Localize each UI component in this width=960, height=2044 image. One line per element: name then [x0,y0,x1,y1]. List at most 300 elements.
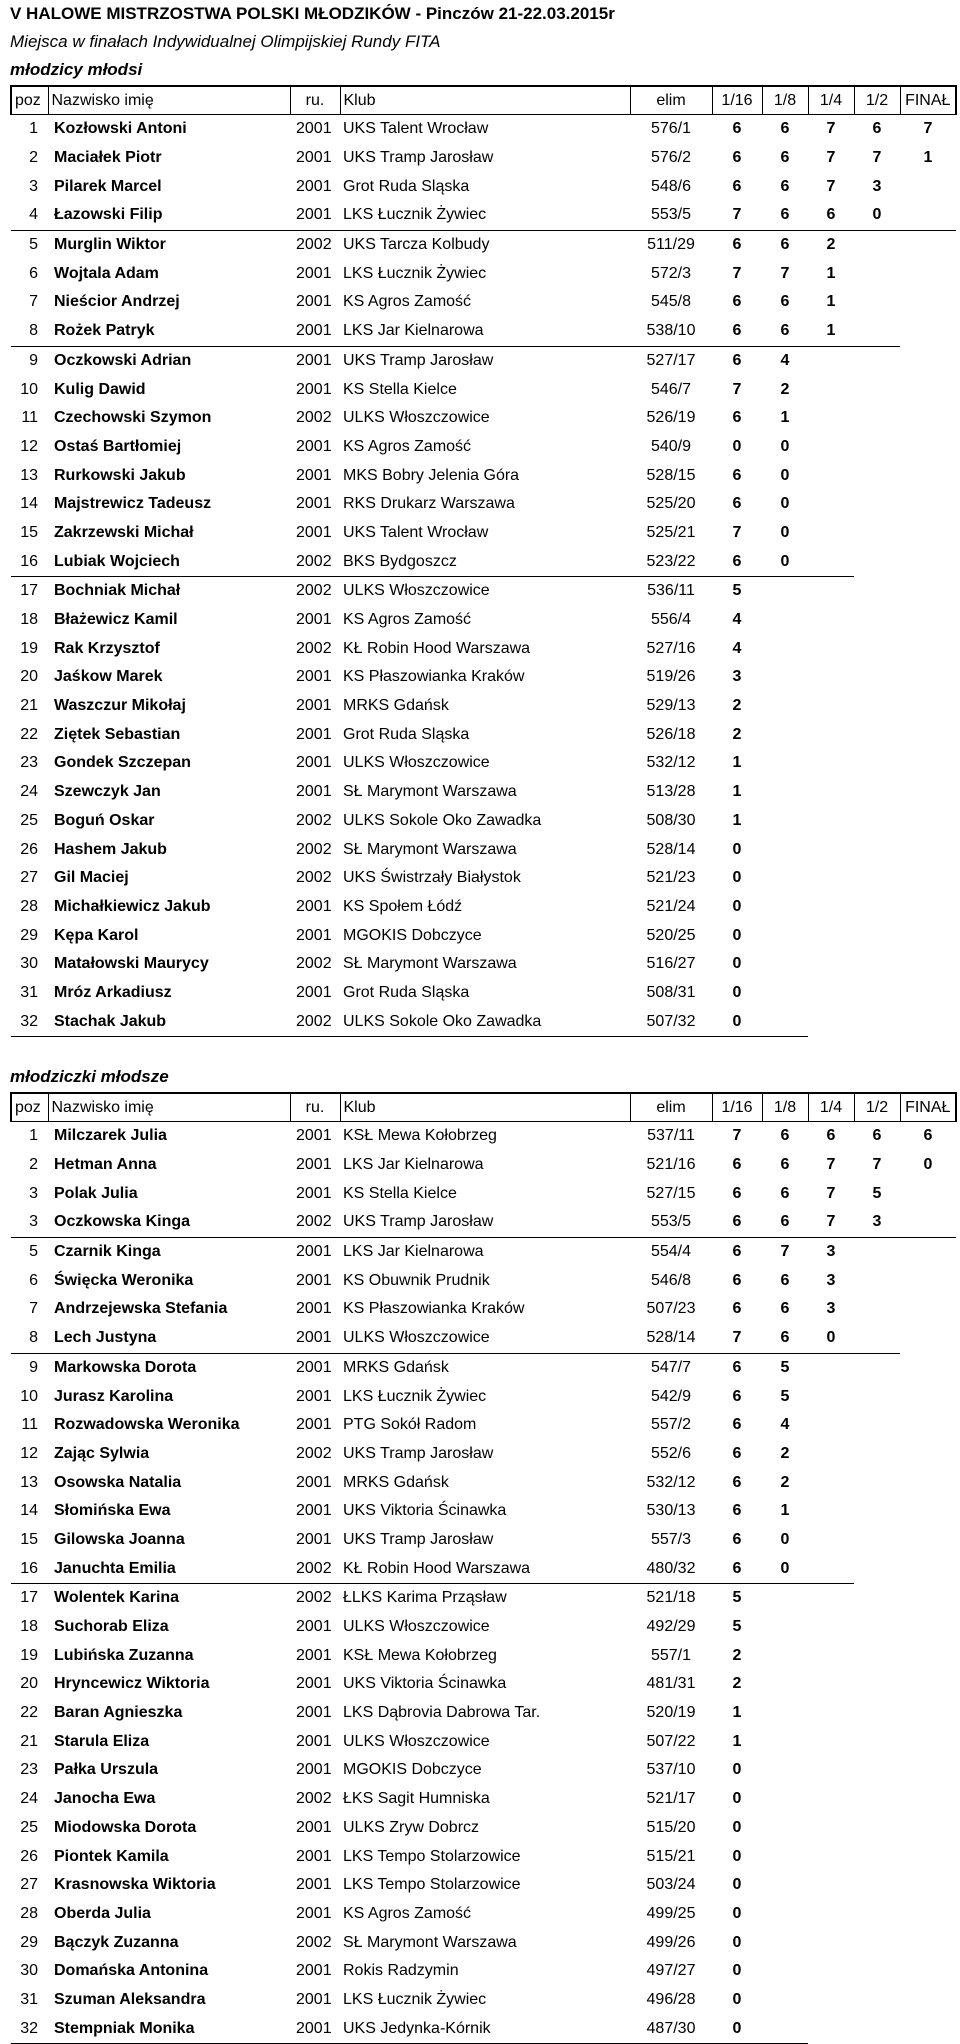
cell-birth-year: 2001 [296,611,332,629]
cell-birth-year: 2001 [296,1127,332,1145]
cell-elim: 546/7 [650,380,692,398]
cell-club: UKS Tramp Jarosław [340,1208,630,1237]
cell-r4 [808,1468,854,1497]
table-row [11,1382,956,1411]
cell-elim: 527/15 [646,1184,696,1202]
cell-r8: 6 [762,1208,808,1237]
category-title-boys: młodzicy młodsi [10,60,143,79]
results-table-boys [10,85,957,1037]
cell-r2 [854,1353,900,1382]
cell-r4: 7 [826,177,836,195]
cell-final [900,979,956,1008]
cell-poz: 26 [20,1847,38,1865]
cell-name: Matałowski Maurycy [54,955,209,973]
cell-final [900,1699,956,1728]
cell-name: Oczkowski Adrian [54,351,192,369]
cell-poz: 18 [20,1618,38,1636]
cell-r4 [808,1411,854,1440]
cell-r16: 6 [712,1554,762,1583]
cell-birth-year: 2001 [296,149,332,167]
cell-club: LKS Łucznik Żywiec [343,264,487,282]
cell-name: Szewczyk Jan [54,783,161,801]
cell-birth-year: 2001 [296,668,332,686]
cell-elim: 536/11 [647,582,695,600]
cell-elim: 576/2 [650,149,692,167]
cell-poz: 31 [20,1990,38,2008]
cell-r8 [762,1957,808,1986]
cell-name: Hashem Jakub [54,840,167,858]
cell-r16: 0 [732,1990,742,2008]
cell-club: UKS Tramp Jarosław [343,351,494,369]
cell-club: ULKS Włoszczowice [343,409,490,427]
table-row [11,893,956,922]
table-row [11,1957,956,1986]
table-row [11,115,956,144]
cell-name: Polak Julia [54,1184,138,1202]
cell-r4 [808,490,854,519]
cell-name: Zakrzewski Michał [54,523,194,541]
cell-birth-year: 2001 [296,1530,332,1548]
cell-elim: 521/24 [646,897,696,915]
cell-r4: 1 [808,317,854,346]
cell-r16: 6 [732,177,742,195]
cell-r8 [762,835,808,864]
cell-name: Krasnowska Wiktoria [54,1876,216,1894]
cell-poz: 3 [11,1208,48,1237]
cell-birth-year: 2001 [296,1704,332,1722]
cell-r8: 6 [762,317,808,346]
cell-elim: 528/14 [646,840,696,858]
cell-club: LKS Dąbrovia Dabrowa Tar. [343,1704,541,1722]
cell-r16: 6 [732,1243,742,1261]
cell-final [900,1554,956,1583]
cell-birth-year: 2001 [296,897,332,915]
cell-r8: 6 [762,201,808,230]
cell-poz: 25 [20,811,38,829]
cell-elim: 529/13 [646,697,696,715]
cell-r4: 1 [826,293,836,311]
cell-elim: 547/7 [650,1358,692,1376]
results-table-girls [10,1092,957,2044]
cell-name: Słomińska Ewa [54,1502,171,1520]
cell-poz: 30 [20,1962,38,1980]
cell-birth-year: 2001 [290,317,340,346]
cell-elim: 548/6 [650,177,692,195]
cell-poz: 16 [11,1554,48,1583]
cell-final [900,230,956,259]
cell-r2 [854,950,900,979]
cell-r8 [762,950,808,979]
cell-elim: 537/10 [646,1761,696,1779]
cell-final [900,404,956,433]
cell-birth-year: 2002 [296,639,332,657]
cell-name: Andrzejewska Stefania [54,1300,228,1318]
cell-final [900,1324,956,1353]
table-row [11,1699,956,1728]
cell-poz: 5 [29,1243,38,1261]
cell-r8: 6 [780,177,790,195]
cell-club: BKS Bydgoszcz [340,547,630,576]
cell-r2 [854,1727,900,1756]
cell-r8: 6 [780,120,790,138]
cell-birth-year: 2001 [296,1675,332,1693]
cell-elim: 521/18 [646,1589,696,1607]
cell-club: MKS Bobry Jelenia Góra [343,466,520,484]
cell-name: Rożek Patryk [48,317,290,346]
cell-birth-year: 2002 [290,1554,340,1583]
table-row [11,1871,956,1900]
cell-r8 [762,921,808,950]
cell-elim: 487/30 [630,2014,712,2043]
cell-r8: 6 [762,1324,808,1353]
cell-r8 [762,1641,808,1670]
cell-poz: 9 [29,1358,38,1376]
cell-r16: 0 [732,1933,742,1951]
cell-final [900,692,956,721]
cell-birth-year: 2002 [290,1007,340,1036]
table-row [11,950,956,979]
cell-r8: 0 [780,1530,790,1548]
cell-poz: 32 [11,2014,48,2043]
cell-club: Grot Ruda Sląska [343,983,470,1001]
cell-r2 [854,1785,900,1814]
table-row [11,144,956,173]
cell-elim: 532/12 [646,754,696,772]
cell-birth-year: 2001 [296,1761,332,1779]
cell-r16: 6 [712,317,762,346]
cell-r2 [854,1986,900,2015]
cell-r8: 5 [780,1387,790,1405]
cell-r8: 6 [780,293,790,311]
cell-club: ŁKS Sagit Humniska [343,1790,490,1808]
cell-final [900,606,956,635]
cell-club: KŁ Robin Hood Warszawa [343,639,531,657]
table-row [11,749,956,778]
cell-r2 [854,1584,900,1613]
cell-r2: 7 [872,1156,882,1174]
cell-poz: 31 [20,983,38,1001]
page-subtitle: Miejsca w finałach Indywidualnej Olimpijskiej Rundy FITA [10,32,441,51]
cell-r16: 0 [732,926,742,944]
cell-elim: 521/17 [646,1790,696,1808]
table-row [11,1756,956,1785]
cell-final [900,921,956,950]
cell-poz: 10 [20,1387,38,1405]
column-header-birth-year: ru. [290,86,340,115]
cell-r4 [808,835,854,864]
cell-final [900,1957,956,1986]
table-row [11,663,956,692]
table-row [11,1986,956,2015]
cell-r4 [808,778,854,807]
cell-r2 [854,1928,900,1957]
cell-r4 [808,634,854,663]
cell-r4: 3 [826,1300,836,1318]
cell-elim: 503/24 [646,1876,696,1894]
cell-r16: 2 [732,1646,742,1664]
cell-r16: 6 [732,351,742,369]
cell-final [900,547,956,576]
cell-r8 [762,606,808,635]
cell-r4 [808,864,854,893]
cell-club: MGOKIS Dobczyce [343,926,482,944]
cell-elim: 528/15 [646,466,696,484]
cell-r8 [762,1900,808,1929]
cell-club: ULKS Włoszczowice [340,1324,630,1353]
cell-r16: 0 [712,2014,762,2043]
cell-name: Wojtala Adam [54,264,159,282]
table-row [11,1584,956,1613]
cell-name: Majstrewicz Tadeusz [54,495,212,513]
cell-r4 [808,461,854,490]
cell-r16: 6 [732,236,742,254]
cell-club: PTG Sokół Radom [343,1416,477,1434]
cell-club: UKS Viktoria Ścinawka [343,1675,507,1693]
cell-r16: 0 [732,1818,742,1836]
cell-elim: 528/14 [630,1324,712,1353]
cell-r8: 6 [780,149,790,167]
cell-r16: 4 [732,639,742,657]
column-header-name: Nazwisko imię [48,1093,290,1122]
table-row [11,720,956,749]
cell-final [900,835,956,864]
cell-elim: 537/11 [647,1127,695,1145]
table-row [11,1641,956,1670]
cell-elim: 511/29 [647,236,695,254]
cell-final [900,1584,956,1613]
cell-r4 [808,1756,854,1785]
cell-elim: 525/20 [646,495,696,513]
cell-club: KS Agros Zamość [343,293,472,311]
cell-r16: 1 [732,754,742,772]
cell-r2 [854,1324,900,1353]
cell-r8 [762,1007,808,1036]
cell-elim: 513/28 [646,783,696,801]
table-row [11,1122,956,1151]
cell-club: KS Stella Kielce [343,380,457,398]
cell-r8: 0 [762,547,808,576]
cell-elim: 507/32 [630,1007,712,1036]
cell-club: KSŁ Mewa Kołobrzeg [343,1646,497,1664]
cell-r4 [808,1814,854,1843]
table-row [11,547,956,576]
cell-r16: 6 [732,1473,742,1491]
cell-r8 [762,1670,808,1699]
cell-birth-year: 2001 [296,697,332,715]
cell-elim: 532/12 [646,1473,696,1491]
cell-r2 [854,1814,900,1843]
cell-final [900,950,956,979]
cell-club: SŁ Marymont Warszawa [343,955,517,973]
cell-r4 [808,404,854,433]
cell-r2 [854,1237,900,1266]
cell-r8: 4 [780,1416,790,1434]
cell-elim: 556/4 [650,611,692,629]
cell-r2: 5 [872,1184,882,1202]
cell-r4 [808,375,854,404]
cell-elim: 546/8 [650,1271,692,1289]
cell-r8 [762,1986,808,2015]
table-row [11,2014,956,2043]
cell-birth-year: 2001 [296,466,332,484]
cell-name: Markowska Dorota [54,1358,197,1376]
cell-club: LKS Jar Kielnarowa [343,1243,484,1261]
cell-elim: 508/30 [646,811,696,829]
table-row [11,1295,956,1324]
cell-club: LKS Tempo Stolarzowice [343,1876,521,1894]
cell-r16: 0 [712,1007,762,1036]
cell-elim: 515/20 [646,1818,696,1836]
cell-elim: 545/8 [650,293,692,311]
cell-club: SŁ Marymont Warszawa [343,1933,517,1951]
cell-poz: 7 [29,1300,38,1318]
cell-name: Hryncewicz Wiktoria [54,1675,210,1693]
cell-birth-year: 2002 [296,955,332,973]
cell-r2 [854,835,900,864]
cell-name: Rozwadowska Weronika [54,1416,240,1434]
cell-r4: 2 [826,236,836,254]
cell-r2 [854,1411,900,1440]
cell-name: Suchorab Eliza [54,1618,169,1636]
cell-r2 [854,778,900,807]
table-row [11,1785,956,1814]
cell-r4 [808,1353,854,1382]
cell-final [900,1440,956,1469]
cell-birth-year: 2001 [296,983,332,1001]
cell-poz: 11 [21,409,38,427]
cell-r2 [854,893,900,922]
cell-r4: 3 [826,1271,836,1289]
cell-name: Stempniak Monika [48,2014,290,2043]
cell-r16: 3 [732,668,742,686]
cell-r2 [854,1670,900,1699]
cell-r8: 6 [780,1184,790,1202]
cell-final [900,346,956,375]
cell-club: KS Płaszowianka Kraków [343,668,525,686]
cell-r16: 6 [732,293,742,311]
cell-r8 [762,1756,808,1785]
cell-name: Miodowska Dorota [54,1818,197,1836]
cell-r2 [854,519,900,548]
cell-elim: 526/18 [646,725,696,743]
cell-birth-year: 2001 [296,1818,332,1836]
cell-elim: 538/10 [630,317,712,346]
cell-r2 [854,606,900,635]
table-row [11,921,956,950]
table-row [11,1928,956,1957]
cell-final [900,1007,956,1036]
cell-birth-year: 2001 [296,1387,332,1405]
cell-birth-year: 2002 [296,1790,332,1808]
cell-club: KS Społem Łódź [343,897,463,915]
cell-name: Czarnik Kinga [54,1243,161,1261]
cell-final [900,490,956,519]
cell-name: Gilowska Joanna [54,1530,185,1548]
cell-r8: 7 [780,1243,790,1261]
cell-birth-year: 2001 [296,1990,332,2008]
cell-r4 [808,692,854,721]
cell-final [900,1382,956,1411]
cell-r8 [762,778,808,807]
table-row [11,577,956,606]
cell-name: Nieścior Andrzej [54,293,180,311]
cell-name: Rak Krzysztof [54,639,160,657]
cell-r8 [762,1584,808,1613]
cell-r16: 5 [732,1618,742,1636]
cell-r4: 7 [826,120,836,138]
cell-r16: 5 [732,1589,742,1607]
cell-r8 [762,1727,808,1756]
column-header-club: Klub [340,86,630,115]
cell-name: Błażewicz Kamil [54,611,178,629]
cell-name: Osowska Natalia [54,1473,182,1491]
cell-r8: 6 [780,1271,790,1289]
cell-r8: 6 [780,1156,790,1174]
cell-r16: 6 [732,1271,742,1289]
cell-r16: 0 [732,1847,742,1865]
cell-r2 [854,346,900,375]
cell-poz: 29 [20,1933,38,1951]
table-row [11,317,956,346]
cell-birth-year: 2001 [296,351,332,369]
cell-r2 [854,1842,900,1871]
cell-elim: 542/9 [650,1387,692,1405]
cell-r8: 7 [780,264,790,282]
cell-club: UKS Talent Wrocław [343,120,489,138]
cell-name: Lubiak Wojciech [48,547,290,576]
table-row [11,692,956,721]
cell-final [900,1641,956,1670]
cell-poz: 20 [20,668,38,686]
cell-poz: 2 [29,149,38,167]
cell-r16: 6 [732,1444,742,1462]
table-row [11,1353,956,1382]
cell-r4 [808,1641,854,1670]
cell-r2 [854,1526,900,1555]
cell-name: Januchta Emilia [48,1554,290,1583]
cell-club: UKS Świstrzały Białystok [343,869,521,887]
cell-r16: 6 [732,495,742,513]
cell-poz: 25 [20,1818,38,1836]
cell-elim: 526/19 [646,409,696,427]
cell-birth-year: 2002 [296,811,332,829]
cell-r16: 6 [712,547,762,576]
page-title: V HALOWE MISTRZOSTWA POLSKI MŁODZIKÓW - Pinczów 21-22.03.2015r [10,4,615,23]
cell-elim: 576/1 [650,120,692,138]
cell-name: Piontek Kamila [54,1847,169,1865]
cell-r16: 7 [712,201,762,230]
column-header-poz: poz [11,86,48,115]
cell-poz: 13 [20,1473,38,1491]
cell-final: 0 [923,1156,933,1174]
cell-birth-year: 2002 [290,547,340,576]
cell-r4 [808,979,854,1008]
column-header-elim: elim [630,1093,712,1122]
cell-r4: 7 [826,1156,836,1174]
table-row [11,1468,956,1497]
cell-r16: 6 [732,409,742,427]
cell-final [900,634,956,663]
cell-name: Murglin Wiktor [54,236,166,254]
cell-r16: 6 [732,1358,742,1376]
cell-birth-year: 2001 [290,201,340,230]
cell-poz: 15 [20,1530,38,1548]
cell-r4 [808,1986,854,2015]
cell-final [900,461,956,490]
table-row [11,1814,956,1843]
cell-r4: 3 [826,1243,836,1261]
cell-name: Bochniak Michał [54,582,181,600]
